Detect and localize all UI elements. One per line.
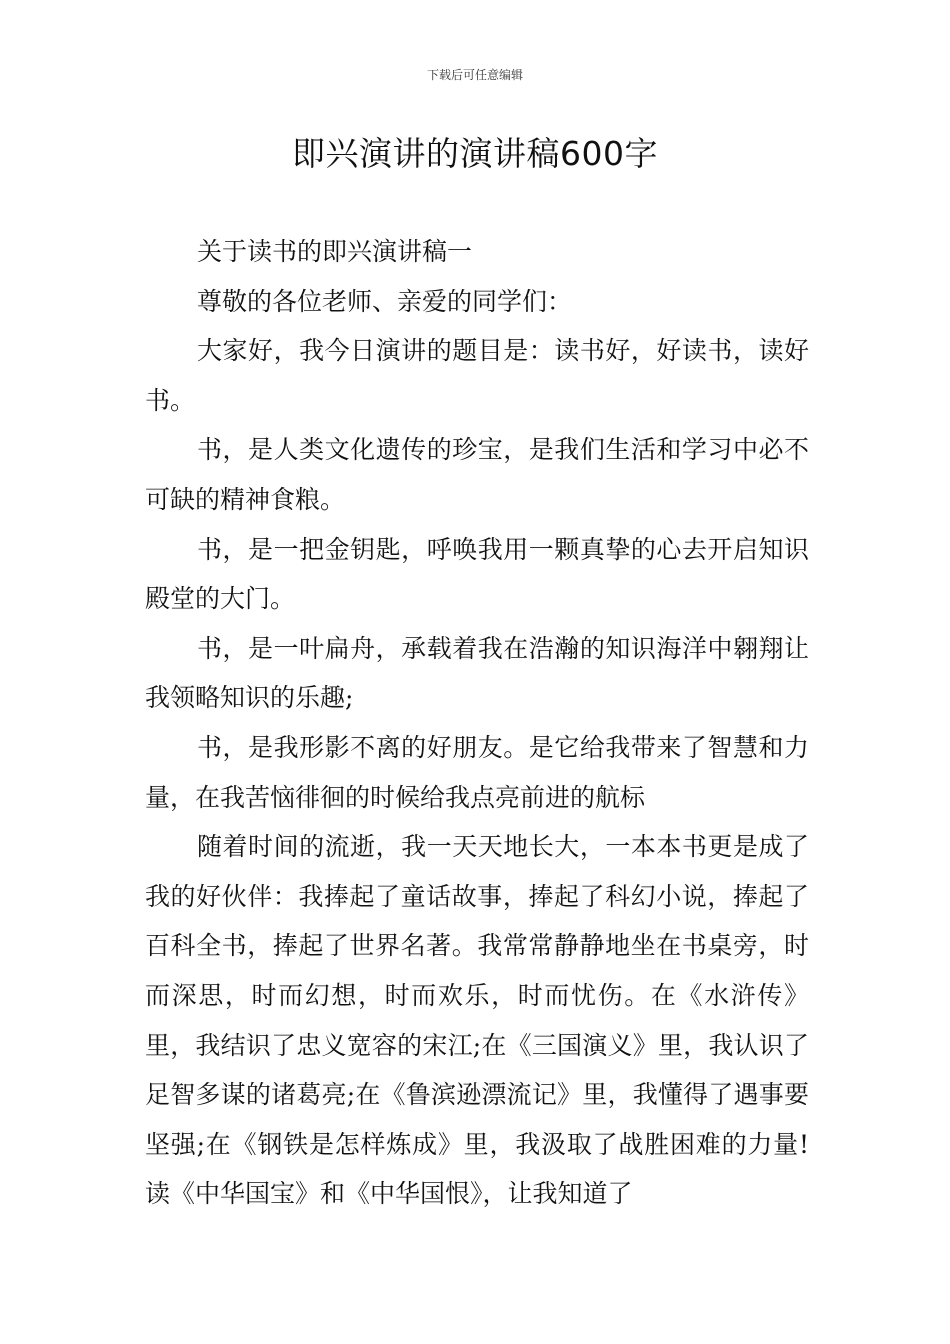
paragraph: 书，是我形影不离的好朋友。是它给我带来了智慧和力量，在我苦恼徘徊的时候给我点亮前进的航标 xyxy=(145,732,809,812)
paragraph-greeting: 尊敬的各位老师、亲爱的同学们： xyxy=(197,286,573,316)
paragraph-subtitle: 关于读书的即兴演讲稿一 xyxy=(197,237,473,266)
paragraph: 随着时间的流逝，我一天天地长大，一本本书更是成了我的好伙伴：我捧起了童话故事，捧起了科幻小说，捧起了百科全书，捧起了世界名著。我常常静静地坐在书桌旁，时而深思，时而幻想，时而欢乐，时而忧伤。在《水浒传》里，我结识了忠义宽容的宋江;在《三国演义》里，我认识了足智多谋的诸葛亮;在《鲁滨逊漂流记》里，我懂得了遇事要坚强;在《钢铁是怎样炼成》里，我汲取了战胜困难的力量!读《中华国宝》和《中华国恨》，让我知道了 xyxy=(145,832,809,1209)
paragraph: 书，是一把金钥匙，呼唤我用一颗真挚的心去开启知识殿堂的大门。 xyxy=(145,534,809,614)
paragraph: 书，是一叶扁舟，承载着我在浩瀚的知识海洋中翱翔让我领略知识的乐趣; xyxy=(145,633,809,713)
paragraph: 大家好，我今日演讲的题目是：读书好，好读书，读好书。 xyxy=(145,336,809,415)
document-body xyxy=(145,227,809,1219)
document-title: 即兴演讲的演讲稿600字 xyxy=(292,134,658,173)
header-note: 下载后可任意编辑 xyxy=(426,68,523,82)
paragraph: 书，是人类文化遗传的珍宝，是我们生活和学习中必不可缺的精神食粮。 xyxy=(145,435,809,514)
